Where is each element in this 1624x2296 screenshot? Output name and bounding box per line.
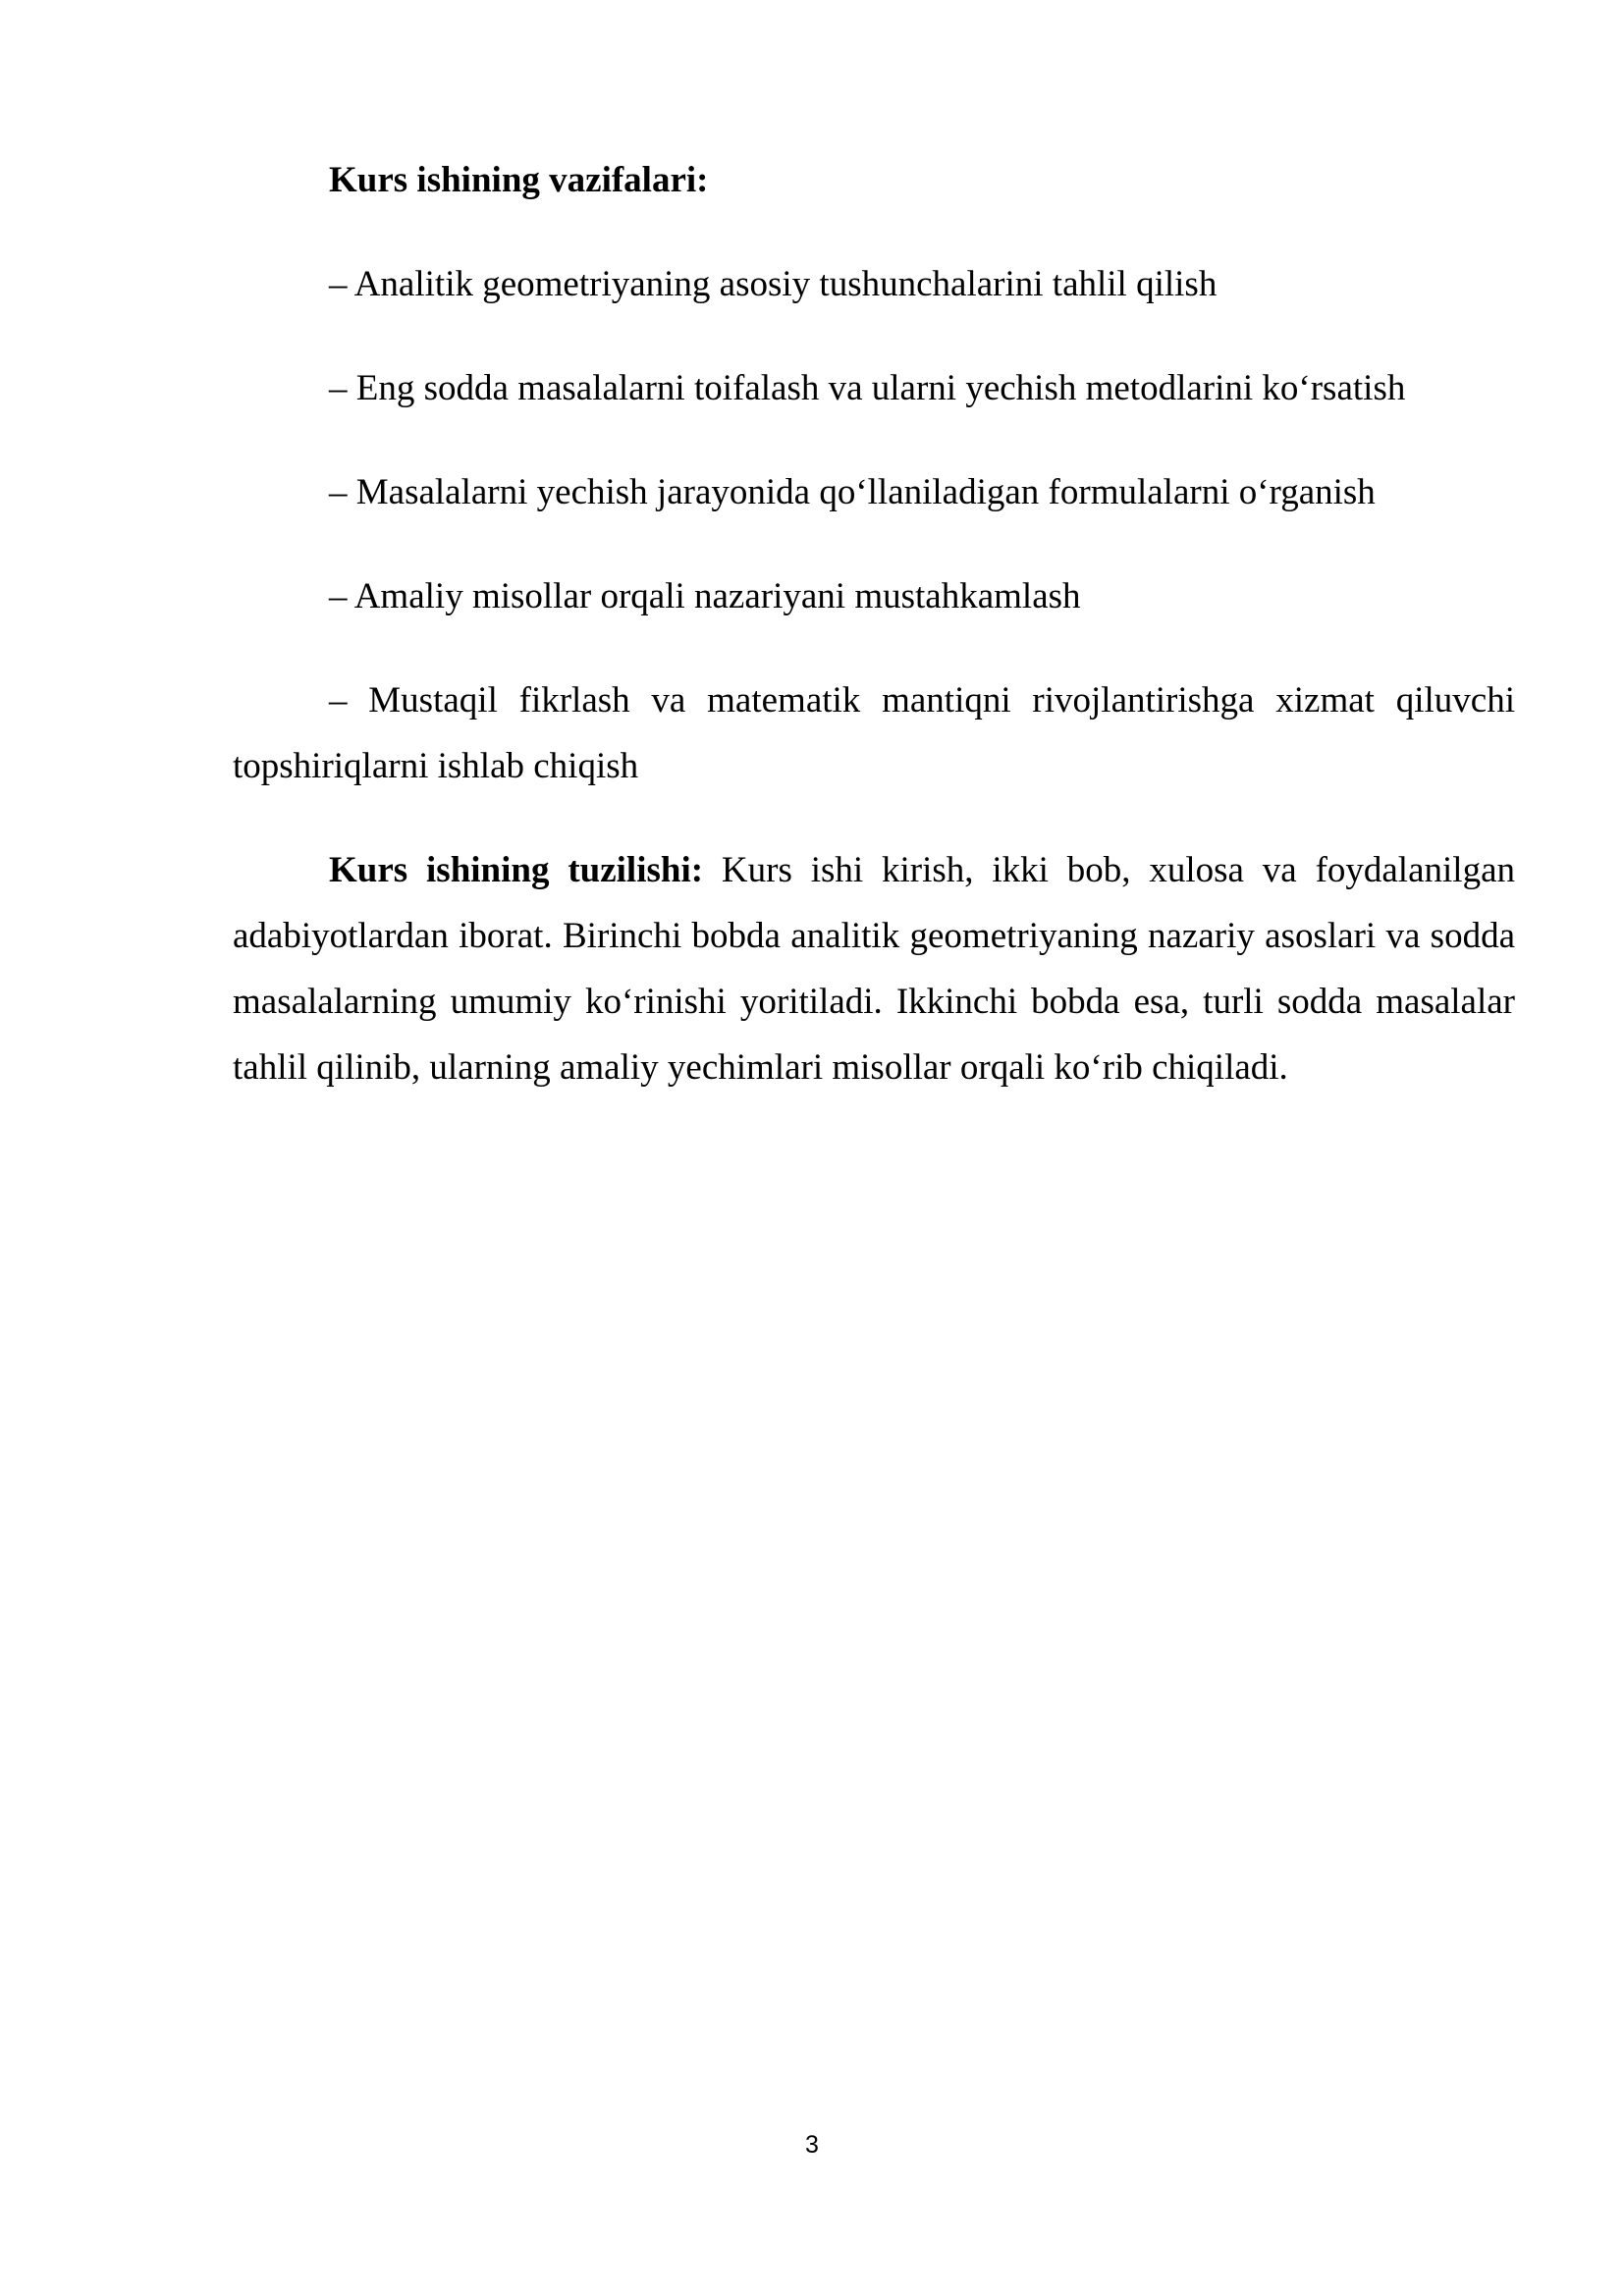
tasks-heading: Kurs ishining vazifalari: xyxy=(329,160,709,200)
task-item: – Mustaqil fikrlash va matematik mantiqni rivojlantirishga xizmat qiluvchi topshiriqlarni ishlab chiqish xyxy=(233,680,1515,786)
task-item: – Eng sodda masalalarni toifalash va ularni yechish metodlarini ko‘rsatish xyxy=(329,368,1406,408)
structure-paragraph xyxy=(233,837,1515,1100)
task-item: – Analitik geometriyaning asosiy tushunchalarini tahlil qilish xyxy=(329,264,1218,304)
structure-text: Kurs ishi kirish, ikki bob, xulosa va foydalanilgan adabiyotlardan iborat. Birinchi bobda analitik geometriyaning nazariy asoslari va sodda masalalarning umumiy ko‘rinishi yoritiladi. Ikkinchi bobda esa, turli sodda masalalar tahlil qilinib, ularning amaliy yechimlari misollar orqali ko‘rib chiqiladi. xyxy=(233,850,1515,1088)
task-item: – Masalalarni yechish jarayonida qo‘llaniladigan formulalarni o‘rganish xyxy=(329,472,1376,512)
page-number: 3 xyxy=(805,2131,819,2159)
task-item: – Amaliy misollar orqali nazariyani mustahkamlash xyxy=(329,576,1081,616)
page-body xyxy=(233,147,1515,1100)
structure-label: Kurs ishining tuzilishi: xyxy=(329,850,704,890)
